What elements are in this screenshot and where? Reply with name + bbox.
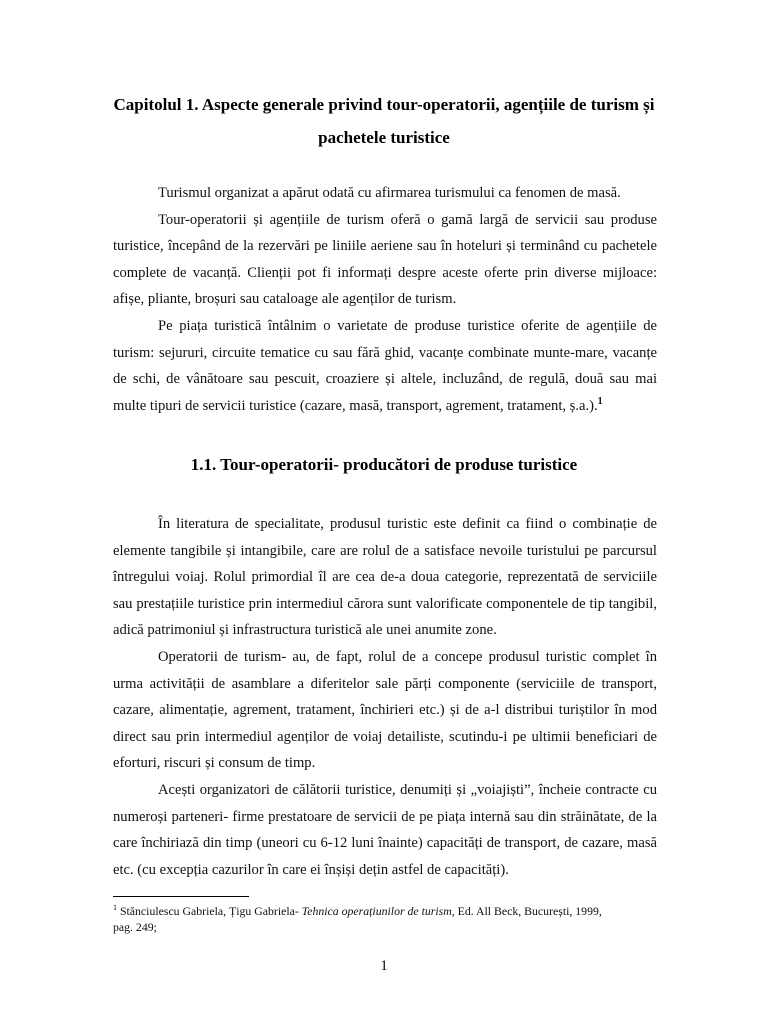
footnote-number: 1 (113, 903, 117, 912)
paragraph: Operatorii de turism- au, de fapt, rolul de a concepe produsul turistic complet în urma activității de asamblare a diferitelor sale părți componente (serviciile de transport, cazare, alimentație, agrement, tratament, închirieri etc.) și de a-l distribui turiștilor în mod direct sau prin intermediul agenților de voiaj detailiste, scutindu-i pe ultimii beneficiari de eforturi, riscuri și consum de timp. (113, 648, 657, 772)
footnote-pages: pag. 249; (113, 919, 157, 934)
paragraph: Tour-operatorii și agențiile de turism oferă o gamă largă de servicii sau produse turistice, începând de la rezervări pe liniile aeriene sau în hoteluri și terminând cu pachetele complete de vacanță. Clienții pot fi informați despre aceste oferte prin diverse mijloace: afișe, pliante, broșuri sau cataloage ale agenților de turism. (113, 211, 657, 308)
footnote (113, 900, 657, 935)
page-number: 1 (380, 958, 388, 974)
intro-block (113, 180, 657, 419)
paragraph-text: Pe piața turistică întâlnim o varietate de produse turistice oferite de agențiile de turism: sejururi, circuite tematice cu sau fără ghid, vacanțe combinate munte-mare, vacanțe de schi, de vânătoare sau pescuit, croaziere și altele, incluzând, de regulă, două sau mai multe tipuri de servicii turistice (cazare, masă, transport, agrement, tratament, ș.a.). (113, 317, 657, 414)
footnote-publisher: , Ed. All Beck, București, 1999, (451, 903, 602, 918)
chapter-title: Capitolul 1. Aspecte generale privind tour-operatorii, agențiile de turism și pachetele turistice (113, 95, 655, 147)
paragraph (113, 313, 657, 419)
paragraph: În literatura de specialitate, produsul turistic este definit ca fiind o combinație de elemente tangibile și intangibile, care are rolul de a satisface nevoile turistului pe parcursul întregului voiaj. Rolul primordial îl are cea de-a doua categorie, reprezentată de serviciile sau prestațiile turistice prin intermediul cărora sunt valorificate componentele de tip tangibil, adică patrimoniul și infrastructura turistică ale unei anumite zone. (113, 516, 657, 639)
footnote-authors: Stănciulescu Gabriela, Țigu Gabriela- (119, 903, 302, 918)
footnote-reference[interactable]: 1 (597, 395, 603, 407)
paragraph: Acești organizatori de călătorii turistice, denumiți și „voiajiști”, încheie contracte cu numeroși parteneri- firme prestatoare de servicii de pe piața internă sau din străinătate, de la care închiriază din timp (uneori cu 6-12 luni înainte) capacități de transport, de cazare, masă etc. (cu excepția cazurilor în care ei înșiși dețin astfel de capacități). (113, 781, 657, 878)
footnote-separator (113, 896, 249, 897)
section-1-1-block (113, 511, 657, 883)
section-title: 1.1. Tour-operatorii- producători de produse turistice (190, 455, 578, 474)
paragraph: Turismul organizat a apărut odată cu afirmarea turismului ca fenomen de masă. (158, 185, 621, 201)
footnote-book-title: Tehnica operațiunilor de turism (301, 903, 452, 918)
